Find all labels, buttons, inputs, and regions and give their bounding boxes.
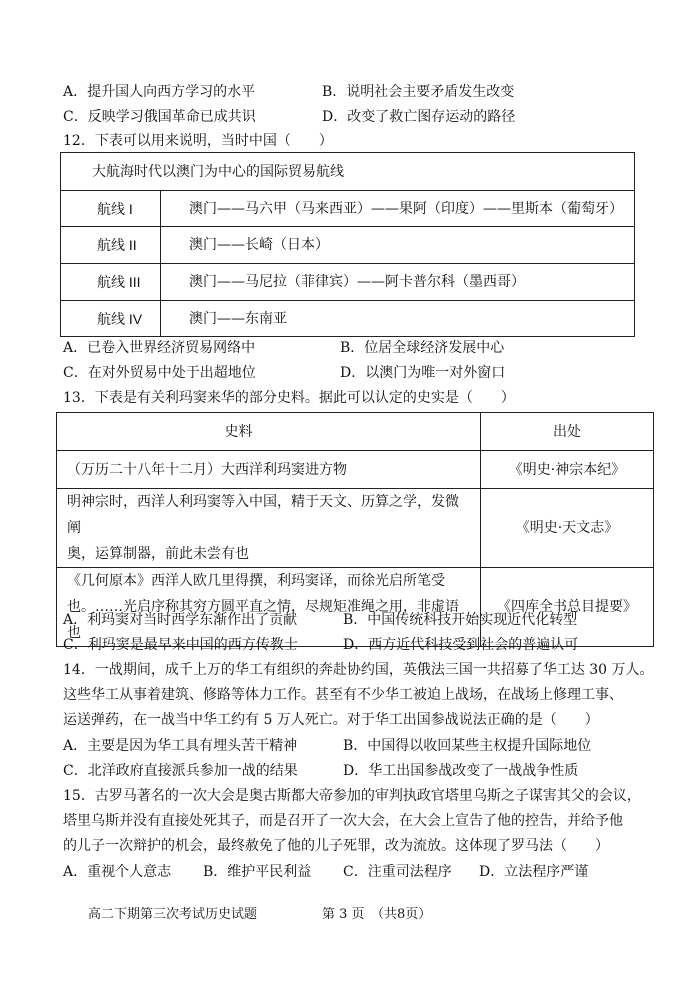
q15-option-d: D．立法程序严谨 [479,864,589,880]
material-line: 也。……光启序称其穷方圆平直之情，尽规矩准绳之用，非虚语也 [67,599,459,641]
q15-option-b: B．维护平民利益 [203,864,312,880]
q11-option-c: C．反映学习俄国革命已成共识 [63,109,256,125]
route-path: 澳门——马尼拉（菲律宾）——阿卡普尔科（墨西哥） [161,264,635,301]
route-label: 航线 III [61,264,161,301]
footer-exam-title: 高二下期第三次考试历史试题 [88,907,258,922]
material-line: 奥，运算制器，前此未尝有也 [67,546,249,562]
table-row [61,191,635,227]
q15-option-a: A．重视个人意志 [63,864,172,880]
q15-stem-line: 塔里乌斯并没有直接处死其子，而是召开了一次大会，在大会上宣告了他的控告，并给予他 [63,813,623,829]
q12-stem: 12．下表可以用来说明，当时中国（ ） [63,133,333,149]
q11-option-b: B．说明社会主要矛盾发生改变 [322,84,515,100]
q13-option-a: A．利玛窦对当时西学东渐作出了贡献 [63,612,298,628]
q12-option-c: C．在对外贸易中处于出超地位 [63,365,256,381]
route-label: 航线 IV [61,301,161,337]
route-label: 航线 I [61,191,161,227]
q11-option-a: A．提升国人向西方学习的水平 [63,84,256,100]
q13-stem: 13．下表是有关利玛窦来华的部分史料。据此可以认定的史实是（ ） [63,390,515,406]
route-label: 航线 II [61,227,161,264]
col-header-source: 出处 [481,413,654,451]
material-line: 《几何原本》西洋人欧几里得撰，利玛窦译，而徐光启所笔受 [67,573,445,589]
source-cell: 《明史·天文志》 [481,489,654,568]
table-row [61,227,635,264]
q13-option-c: C．利玛窦是最早来中国的西方传教士 [63,637,298,653]
table-row [57,451,654,489]
q14-option-c: C．北洋政府直接派兵参加一战的结果 [63,763,298,779]
q14-option-b: B．中国得以收回某些主权提升国际地位 [343,738,592,754]
q12-route-table [60,152,635,337]
q12-table-title: 大航海时代以澳门为中心的国际贸易航线 [61,153,635,191]
table-row [57,489,654,568]
material-line: 明神宗时，西洋人利玛窦等入中国，精于天文、历算之学，发微阐 [67,494,459,536]
material-cell [57,489,481,568]
q14-option-d: D．华工出国参战改变了一战战争性质 [343,763,579,779]
material-cell [57,451,481,489]
route-path: 澳门——长崎（日本） [161,227,635,264]
material-line: （万历二十八年十二月）大西洋利玛窦进方物 [67,461,347,478]
q15-stem-line: 15．古罗马著名的一次大会是奥古斯都大帝参加的审判执政官塔里乌斯之子谋害其父的会议， [63,788,641,804]
q14-stem-line: 这些华工从事着建筑、修路等体力工作。甚至有不少华工被迫上战场，在战场上修理工事、 [63,687,623,703]
q14-stem-line: 运送弹药，在一战当中华工约有 5 万人死亡。对于华工出国参战说法正确的是（ ） [63,712,599,728]
q12-option-a: A．已卷入世界经济贸易网络中 [63,340,256,356]
table-row [61,264,635,301]
footer-page-number: 第 3 页 （共8页） [322,907,432,922]
route-path: 澳门——东南亚 [161,301,635,337]
source-cell: 《四库全书总目提要》 [481,568,654,647]
q15-stem-line: 的儿子一次辩护的机会，最终赦免了他的儿子死罪，改为流放。这体现了罗马法（ ） [63,838,609,854]
q13-option-d: D．西方近代科技受到社会的普遍认可 [343,637,579,653]
q13-option-b: B．中国传统科技开始实现近代化转型 [343,612,578,628]
q11-option-d: D．改变了救亡图存运动的路径 [322,109,516,125]
q14-stem-line: 14．一战期间，成千上万的华工有组织的奔赴协约国，英俄法三国一共招募了华工达 30 万人。 [63,662,654,678]
q12-option-b: B．位居全球经济发展中心 [340,340,505,356]
q15-option-c: C．注重司法程序 [343,864,452,880]
table-row [61,301,635,337]
q12-option-d: D．以澳门为唯一对外窗口 [340,365,506,381]
route-path: 澳门——马六甲（马来西亚）——果阿（印度）——里斯本（葡萄牙） [161,191,635,227]
col-header-material: 史料 [57,413,481,451]
source-cell: 《明史·神宗本纪》 [481,451,654,489]
q14-option-a: A．主要是因为华工具有埋头苦干精神 [63,738,298,754]
